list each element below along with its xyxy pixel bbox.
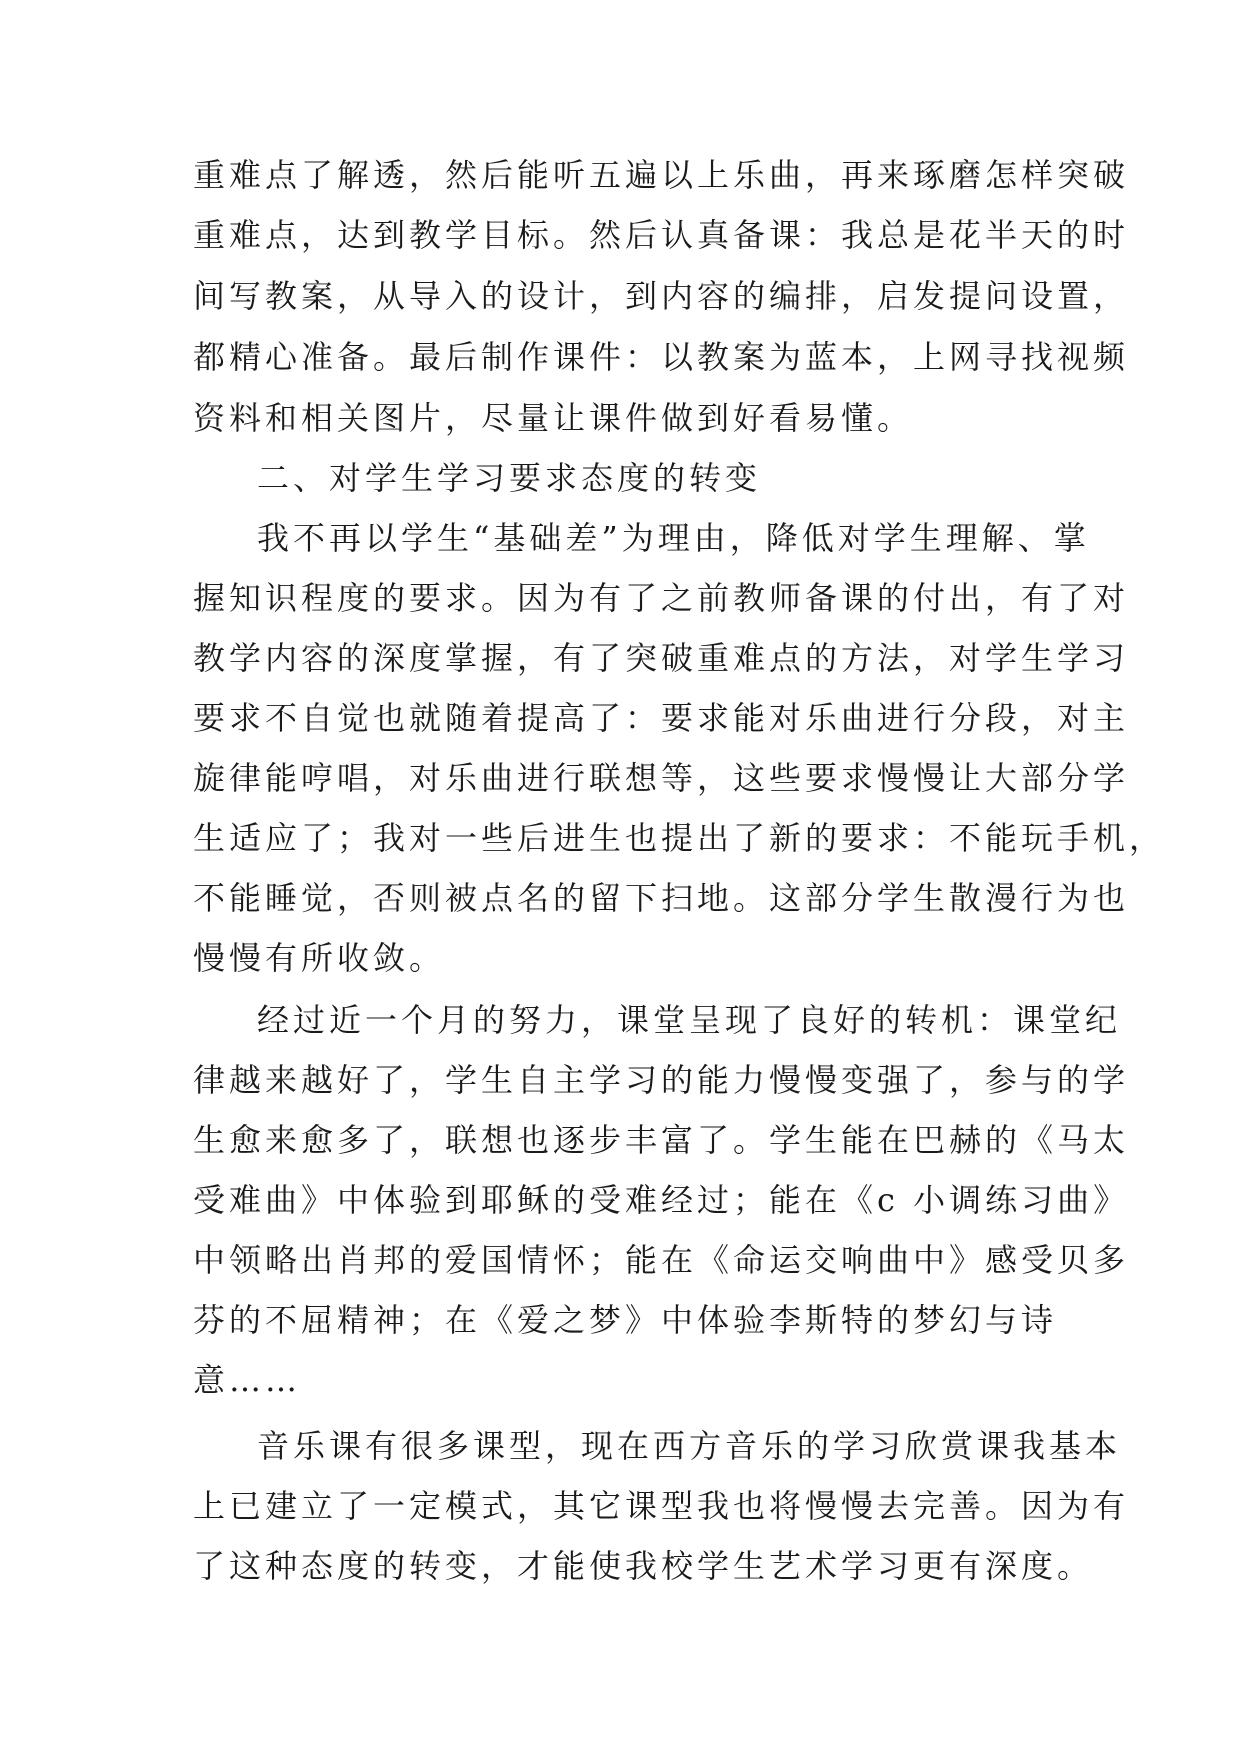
text-line: 上已建立了一定模式，其它课型我也将慢慢去完善。因为有: [193, 1487, 1130, 1525]
text-line: 我不再以学生“基础差”为理由，降低对学生理解、掌: [257, 519, 1090, 557]
section-heading: 二、对学生学习要求态度的转变: [257, 459, 762, 497]
text-line: 意……: [193, 1361, 302, 1399]
text-line: 间写教案，从导入的设计，到内容的编排，启发提问设置，: [193, 277, 1130, 315]
text-line: 律越来越好了，学生自主学习的能力慢慢变强了，参与的学: [193, 1061, 1130, 1099]
text-line: 重难点，达到教学目标。然后认真备课：我总是花半天的时: [193, 216, 1130, 254]
text-line: 音乐课有很多课型，现在西方音乐的学习欣赏课我基本: [257, 1427, 1122, 1465]
text-line: 不能睡觉，否则被点名的留下扫地。这部分学生散漫行为也: [193, 879, 1130, 917]
text-line: 都精心准备。最后制作课件：以教案为蓝本，上网寻找视频: [193, 338, 1130, 376]
text-line: 中领略出肖邦的爱国情怀；能在《命运交响曲中》感受贝多: [193, 1241, 1130, 1279]
text-line: 芬的不屈精神；在《爱之梦》中体验李斯特的梦幻与诗: [193, 1301, 1058, 1339]
text-line: 要求不自觉也就随着提高了：要求能对乐曲进行分段，对主: [193, 699, 1130, 737]
text-line: 生适应了；我对一些后进生也提出了新的要求：不能玩手机，: [193, 819, 1166, 857]
text-line: 受难曲》中体验到耶稣的受难经过；能在《c 小调练习曲》: [193, 1181, 1130, 1219]
text-line: 慢慢有所收敛。: [193, 939, 446, 977]
text-line: 经过近一个月的努力，课堂呈现了良好的转机：课堂纪: [257, 1001, 1122, 1039]
text-line: 握知识程度的要求。因为有了之前教师备课的付出，有了对: [193, 579, 1130, 617]
text-line: 生愈来愈多了，联想也逐步丰富了。学生能在巴赫的《马太: [193, 1121, 1130, 1159]
text-line: 重难点了解透，然后能听五遍以上乐曲，再来琢磨怎样突破: [193, 156, 1130, 194]
text-line: 旋律能哼唱，对乐曲进行联想等，这些要求慢慢让大部分学: [193, 759, 1130, 797]
text-line: 教学内容的深度掌握，有了突破重难点的方法，对学生学习: [193, 639, 1130, 677]
text-line: 资料和相关图片，尽量让课件做到好看易懂。: [193, 399, 914, 437]
text-line: 了这种态度的转变，才能使我校学生艺术学习更有深度。: [193, 1547, 1094, 1585]
